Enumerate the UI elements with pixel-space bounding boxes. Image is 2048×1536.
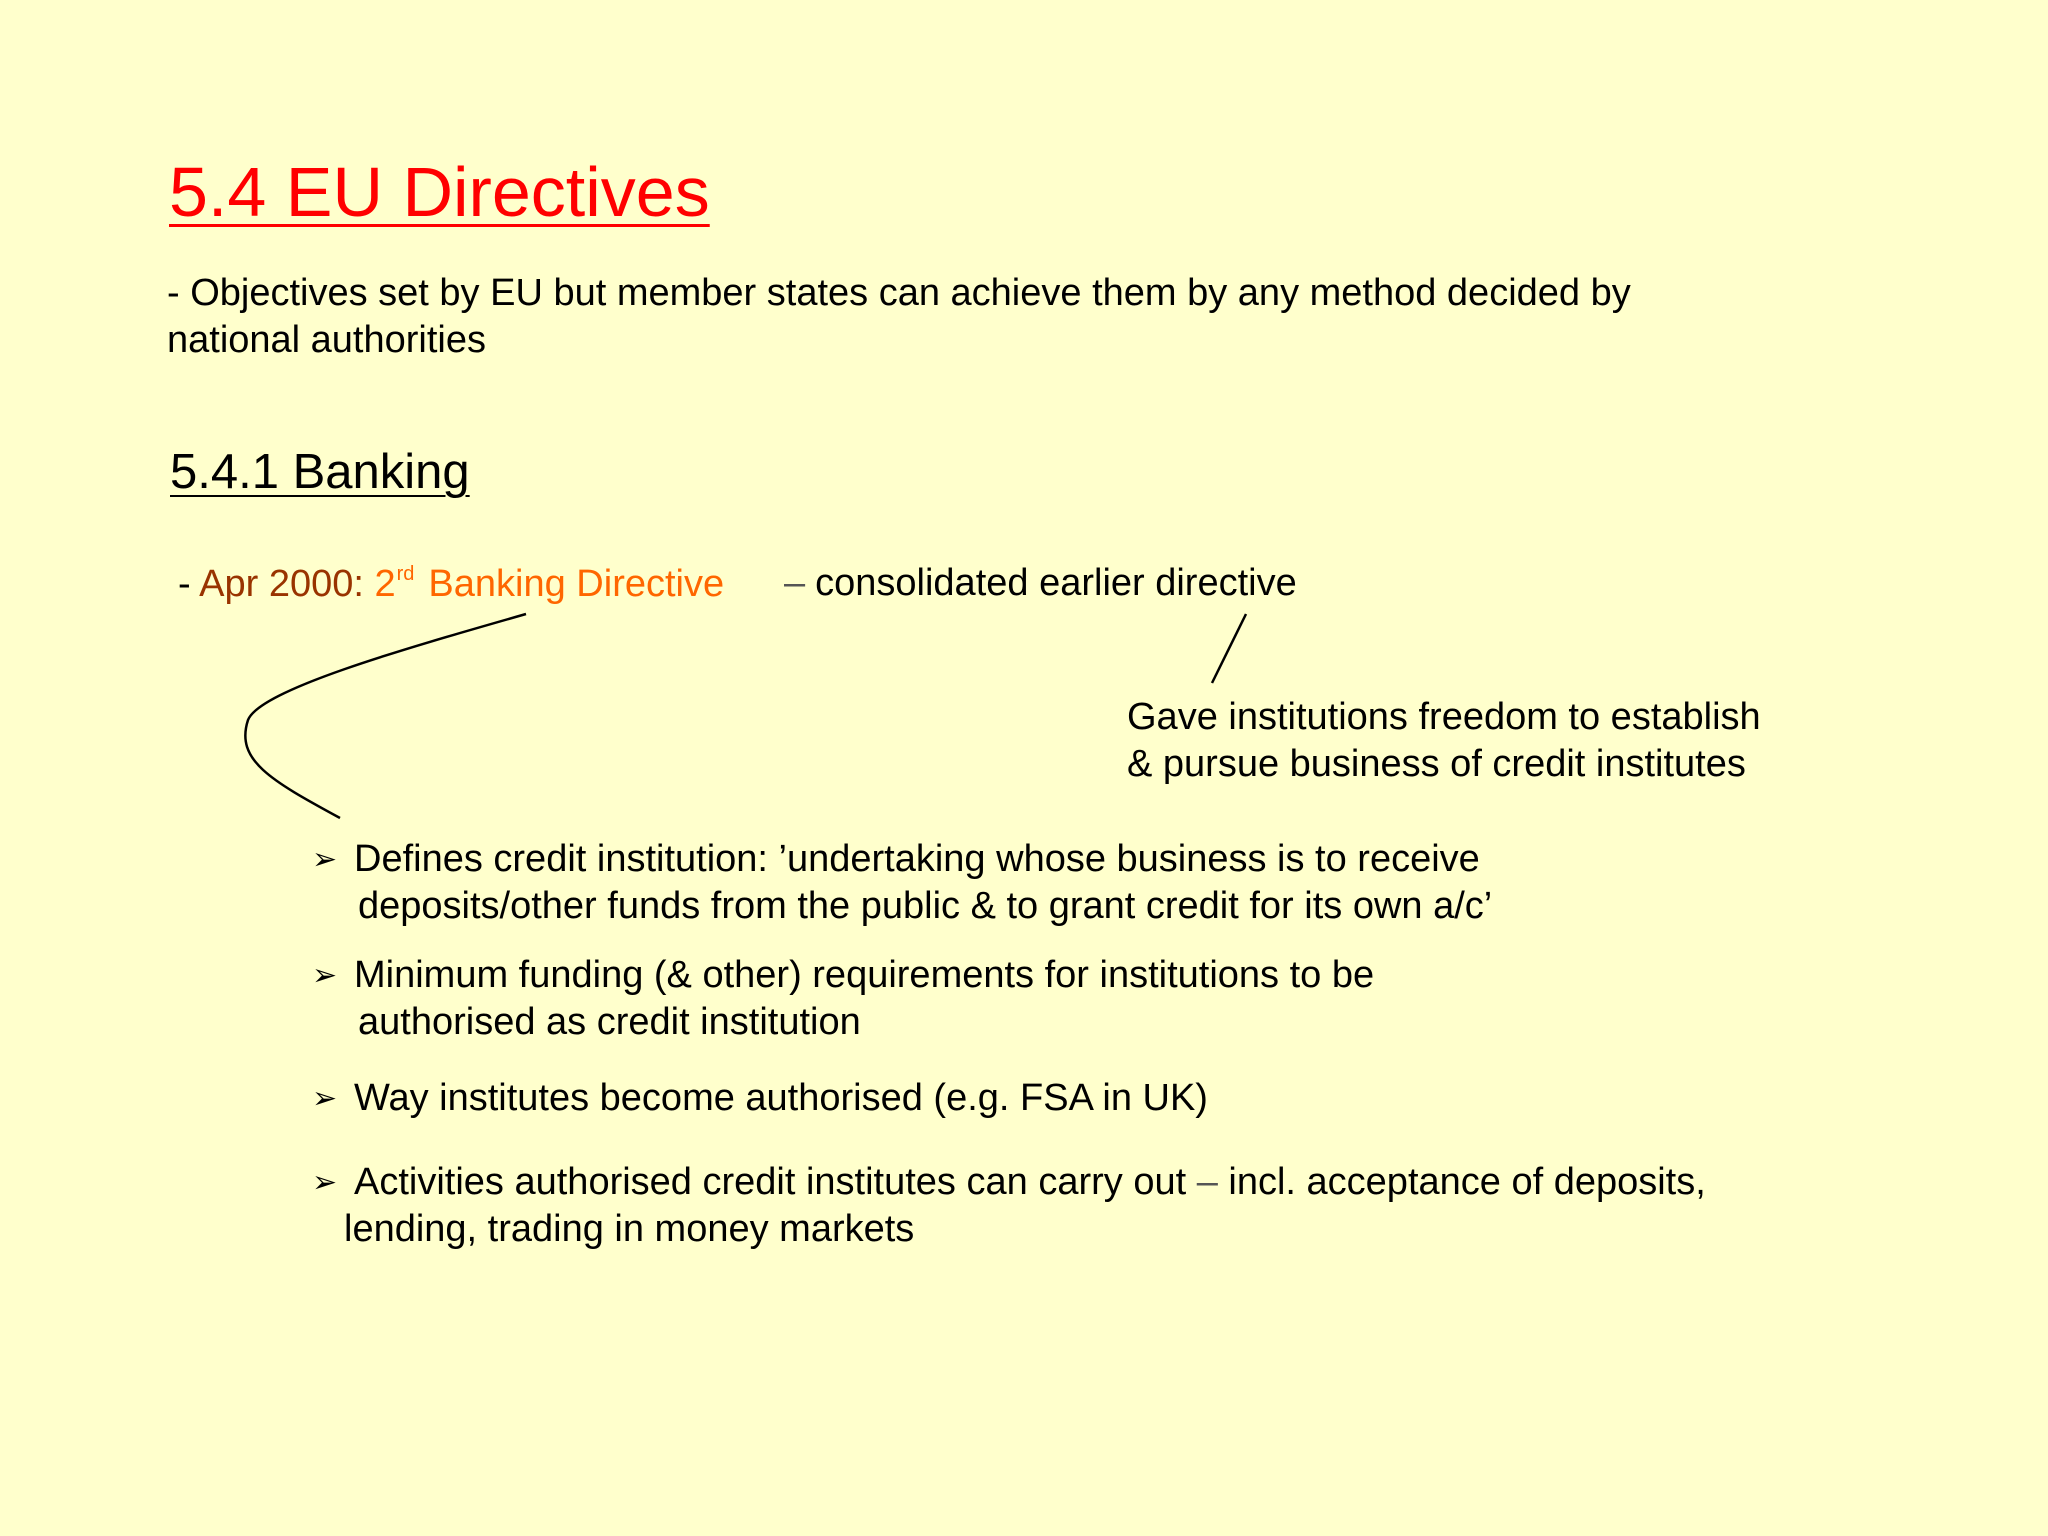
- intro-line-1: Objectives set by EU but member states can achieve them by any method decided by: [190, 272, 1631, 314]
- directive-description-text: consolidated earlier directive: [815, 562, 1297, 604]
- note-connector: [1212, 614, 1246, 683]
- curved-connector: [245, 614, 526, 818]
- bullet-line-1b: incl. acceptance of deposits,: [1228, 1161, 1706, 1203]
- directive-separator: –: [784, 562, 806, 604]
- bullet-item: [312, 1075, 1208, 1122]
- directive-dash: -: [178, 563, 191, 605]
- side-note-line-1: Gave institutions freedom to establish: [1127, 696, 1761, 738]
- bullet-line-1: Defines credit institution: ’undertaking whose business is to receive: [354, 838, 1480, 880]
- intro-line-2: national authorities: [167, 319, 486, 361]
- directive-description: [784, 559, 1297, 607]
- side-note-line-2: & pursue business of credit institutes: [1127, 743, 1746, 785]
- bullet-separator: –: [1196, 1161, 1218, 1203]
- bullet-line-2: lending, trading in money markets: [344, 1208, 915, 1250]
- side-note: [1127, 694, 1761, 788]
- bullet-line-1a: Activities authorised credit institutes can carry out: [354, 1161, 1187, 1203]
- directive-number: 2: [374, 563, 396, 605]
- directive-name: Banking Directive: [428, 563, 725, 605]
- arrow-bullet-icon: ➢: [312, 1082, 338, 1115]
- arrow-bullet-icon: ➢: [312, 1166, 338, 1199]
- bullet-item: [312, 1159, 1706, 1253]
- intro-dash: -: [167, 272, 180, 314]
- bullet-item: [312, 836, 1492, 930]
- arrow-bullet-icon: ➢: [312, 843, 338, 876]
- section-subtitle: 5.4.1 Banking: [170, 445, 470, 499]
- bullet-line-1: Way institutes become authorised (e.g. FSA in UK): [354, 1077, 1208, 1119]
- directive-heading: [178, 560, 724, 614]
- arrow-bullet-icon: ➢: [312, 959, 338, 992]
- bullet-line-1: Minimum funding (& other) requirements for institutions to be: [354, 954, 1375, 996]
- directive-ordinal-suffix: rd: [396, 563, 415, 585]
- slide-title: 5.4 EU Directives: [169, 153, 710, 231]
- directive-date: Apr 2000:: [199, 563, 364, 605]
- intro-text: [167, 270, 1817, 364]
- bullet-line-2: deposits/other funds from the public & to grant credit for its own a/c’: [358, 885, 1493, 927]
- bullet-line-2: authorised as credit institution: [358, 1001, 861, 1043]
- bullet-item: [312, 952, 1374, 1046]
